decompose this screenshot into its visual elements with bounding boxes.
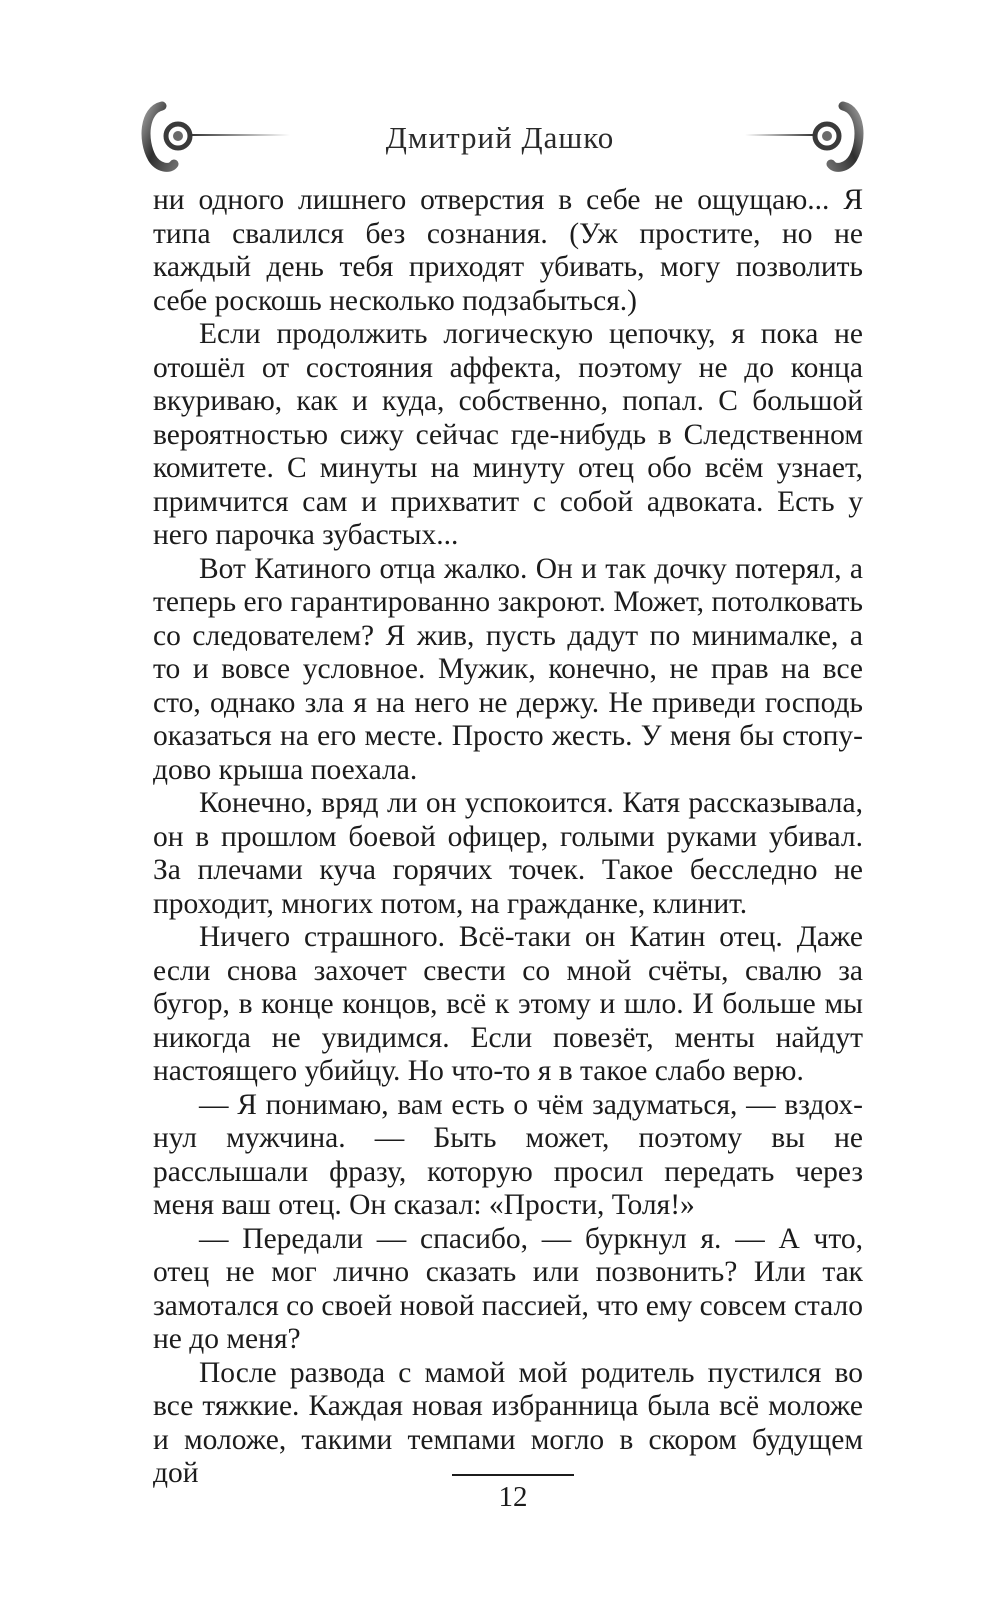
page-number: 12 [498,1481,528,1513]
paragraph: Если продолжить логическую цепочку, я пока не отошёл от состояния аффекта, поэтому не до конца вкуриваю, как и куда, собственно, попал. С большой вероятностью сижу сейчас где-нибудь в Следственном комитете. С минуты на минуту отец обо всём узнает, примчится сам и прихватит с собой адвоката. Есть у него парочка зубастых... [153,318,863,551]
paragraph: — Передали — спасибо, — буркнул я. — А что, отец не мог лично сказать или позвонить? Или так замотался со своей новой пассией, что ему совсем стало не до меня? [153,1222,863,1355]
footer-divider [452,1474,574,1476]
body-text [153,184,863,1491]
paragraph: ни одного лишнего отверстия в себе не ощущаю... Я типа свалился без сознания. (Уж простите, но не каждый день тебя приходят убивать, могу позволить себе роскошь несколько подзабыться.) [153,184,863,317]
paragraph: Конечно, вряд ли он успокоится. Катя рассказывала, он в прошлом боевой офицер, голыми руками убивал. За плечами куча горячих точек. Такое бесследно не проходит, многих потом, на гражданке, клинит. [153,787,863,920]
ornament-right-icon [745,100,865,180]
paragraph: Вот Катиного отца жалко. Он и так дочку потерял, а теперь его гарантированно закроют. Может, потолковать со следователем? Я жив, пусть дадут по минималке, а то и вовсе условное. Мужик, конечно, не прав на все сто, однако зла я на него не держу. Не приведи господь оказаться на его месте. Просто жесть. У меня бы стопудово крыша поехала. [153,552,863,786]
paragraph: Ничего страшного. Всё-таки он Катин отец. Даже если снова захочет свести со мной счёты, свалю за бугор, в конце концов, всё к этому и шло. И больше мы никогда не увидимся. Если повезёт, менты найдут настоящего убийцу. Но что-то я в такое слабо верю. [153,921,863,1087]
author-name: Дмитрий Дашко [385,120,615,155]
running-header [0,100,1000,180]
paragraph: — Я понимаю, вам есть о чём задуматься, — вздохнул мужчина. — Быть может, поэтому вы не расслышали фразу, которую просил передать через меня ваш отец. Он сказал: «Прости, Толя!» [153,1088,863,1221]
paragraph: После развода с мамой мой родитель пустился во все тяжкие. Каждая новая избранница была всё моложе и моложе, такими темпами могло в скором будущем дой [153,1356,863,1489]
